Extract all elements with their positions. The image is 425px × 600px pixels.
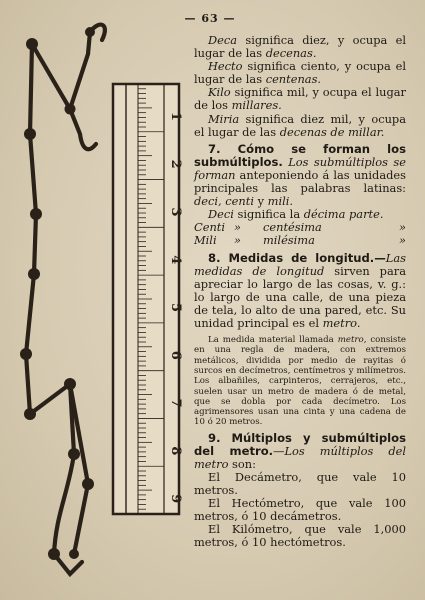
text: La medida material llamada (208, 335, 338, 346)
text: significa diez, y ocupa el lugar de las (194, 33, 406, 61)
paragraph-miria (194, 113, 406, 139)
term: —Los múltiplos del metro (194, 443, 406, 471)
text: significa diez mil, y ocupa el lugar de las (194, 111, 406, 139)
text: significa ciento, y ocupa el lugar de las (194, 59, 406, 87)
term: décima parte. (303, 207, 384, 222)
text: sirven para apreciar lo largo de las cosas, v. g.: lo largo de una calle, de una pieza de tela, lo alto de una pared, etc. Su unidad principal es el (194, 263, 406, 330)
text: y (253, 194, 268, 209)
term-deci: Deci (208, 207, 234, 222)
ruler-label: 9 (168, 494, 183, 504)
ruler-label: 5 (168, 303, 183, 313)
ditto-mark: » (399, 233, 406, 248)
section-7 (194, 143, 406, 208)
text: significa la (233, 207, 304, 222)
term: decenas de millar. (279, 124, 385, 139)
term-hecto: Hecto (208, 59, 243, 74)
section-7-heading: 7. Cómo se forman los submúltiplos. (194, 141, 406, 169)
term: milésima (262, 233, 315, 248)
ruler-label: 8 (168, 446, 183, 456)
section-9 (194, 432, 406, 471)
section-8-heading: 8. Medidas de longitud.— (208, 250, 386, 265)
text: anteponiendo á las unidades principales las palabras latinas: (194, 167, 406, 196)
paragraph-kilo (194, 86, 406, 112)
ruler-label: 4 (168, 255, 183, 265)
ditto-mark: » (234, 220, 241, 235)
term: decenas. (265, 46, 317, 61)
ditto-mark: » (399, 220, 406, 235)
text: son: (228, 456, 256, 471)
small-print-note (194, 335, 406, 428)
term-kilo: Kilo (208, 85, 231, 100)
term-mili: Mili (194, 233, 217, 248)
page-number: — 63 — (184, 12, 236, 25)
term: Las medidas de longitud (194, 250, 406, 278)
term-centi: Centi (194, 220, 226, 235)
term: mili. (267, 194, 294, 209)
row-mili (194, 234, 406, 247)
paragraph-decametro: El Decámetro, que vale 10 metros. (194, 470, 406, 498)
text: significa mil, y ocupa el lugar de los (194, 85, 406, 113)
term-deca: Deca (208, 33, 238, 47)
ruler-and-folding-meter-drawing (10, 14, 195, 584)
ruler-label: 3 (168, 207, 183, 217)
term: metro, (337, 335, 367, 346)
ruler-label: 2 (168, 159, 183, 169)
term: deci, centi (194, 194, 254, 209)
term: centenas. (265, 72, 322, 87)
section-8 (194, 252, 406, 331)
term: centésima (262, 220, 322, 235)
term: millares. (231, 98, 282, 113)
paragraph-kilometro: El Kilómetro, que vale 1,000 metros, ó 10 hectómetros. (194, 522, 406, 550)
section-9-heading: 9. Múltiplos y submúltiplos del metro. (194, 430, 406, 458)
term: metro. (322, 315, 361, 330)
text: Los submúltiplos se forman (194, 154, 406, 182)
ruler-label: 1 (168, 111, 183, 121)
measuring-tools-illustration (10, 14, 195, 584)
paragraph-hecto (194, 60, 406, 86)
paragraph-deca (194, 34, 406, 60)
ruler-label: 6 (168, 350, 183, 360)
paragraph-hectometro: El Hectómetro, que vale 100 metros, ó 10 decámetros. (194, 496, 406, 524)
text: consiste en una regla de madera, con extremos metálicos, dividida por medio de rayitas ó surcos en decímetros, centímetros y milímetros. Los albañiles, carpinteros, cerrajeros, etc., suelen usar un metro de madera ó de metal, que se dobla por cada decímetro. Los agrimensores usan una cinta y una cadena de 10 ó 20 metros. (194, 335, 406, 428)
text-column (194, 34, 406, 550)
ditto-mark: » (234, 233, 241, 248)
term-miria: Miria (208, 111, 240, 126)
ruler-label: 7 (168, 398, 183, 408)
